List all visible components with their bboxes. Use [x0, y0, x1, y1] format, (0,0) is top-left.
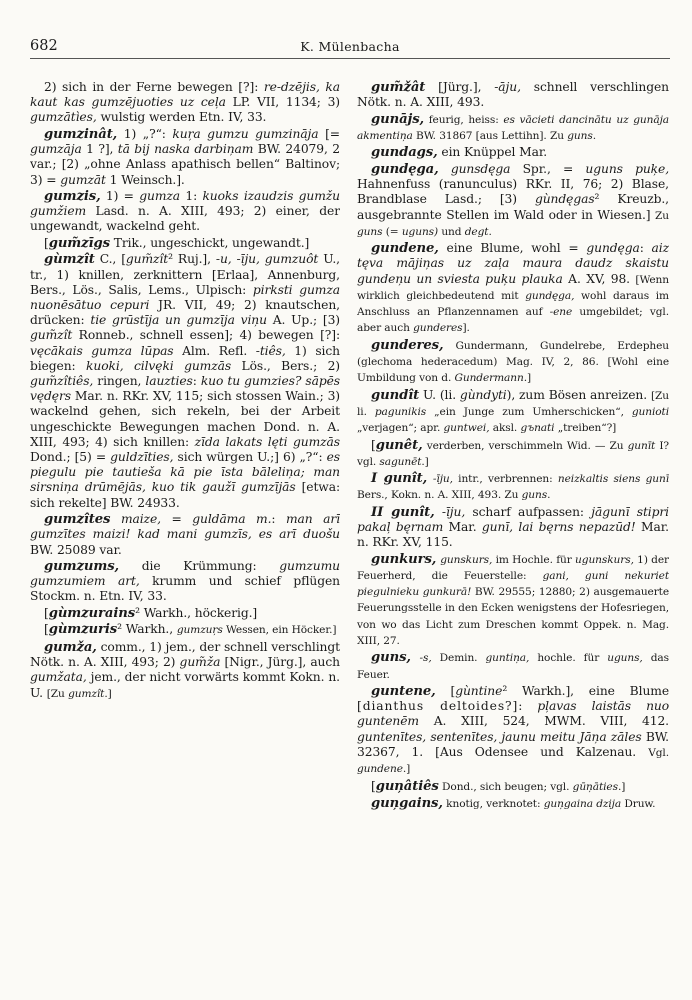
entry-text: schnell verschlingen Nötk. n. A. XIII, 493. [357, 80, 669, 110]
entry-text: gunskurs, [440, 553, 493, 566]
entry-text: [dianthus deltoides?] [357, 699, 519, 714]
entry-text: C., [ [94, 252, 126, 267]
entry-text: [ [44, 605, 49, 620]
entry-text: pļavas laistās nuo guntenēm [357, 699, 669, 729]
entry-text: gumzāt [60, 172, 106, 187]
page-number: 682 [30, 38, 58, 54]
entry-text: -u, -īju, gumzuôt [215, 252, 319, 267]
entry-text: I? vgl. [357, 439, 669, 468]
entry-text: -īju, [441, 504, 466, 519]
entry-text: ² Warkh., höckerig.] [135, 605, 258, 620]
entry-text: Mar. n. RKr. XV, 115. [357, 520, 669, 550]
headword: gùmzuris [48, 622, 118, 638]
entry-text: 1) = [100, 189, 140, 204]
dictionary-entry [357, 650, 669, 682]
entry-text: die Krümmung: [119, 559, 280, 574]
entry-text [435, 505, 442, 519]
entry-text: gum̃ža [179, 655, 221, 670]
entry-text: ² Kreuzb., ausgebrannte Stellen im Wald oder in Wiesen.] [357, 192, 669, 222]
entry-text: aiz tęva mājiņas uz zaļa maura daudz skaistu gundeņu un sviesta puķu plauka [357, 241, 669, 286]
entry-text: BW. 31867 [aus Lettihn]. Zu [412, 129, 568, 142]
entry-text: gundęga, [525, 289, 575, 302]
entry-text: -s, [419, 652, 432, 665]
entry-text: . [592, 129, 596, 142]
entry-text: [ [371, 437, 376, 452]
entry-text: .] [617, 780, 626, 793]
entry-text: jāgunī stipri pakaļ bęrnam [357, 504, 669, 535]
entry-text: .] [402, 763, 411, 776]
entry-text: [etwa: sich rekelte] BW. 24933. [30, 480, 340, 510]
entry-text: Trik., ungeschickt, ungewandt.] [109, 235, 310, 250]
entry-text: Wessen, ein Höcker.] [222, 624, 337, 637]
entry-text: [ [435, 684, 456, 699]
entry-text: ]. [462, 322, 470, 335]
entry-text: gumzātìes, [30, 110, 97, 125]
entry-text: [ [371, 778, 376, 793]
entry-text: „ein Junge zum Umherschicken“, [426, 405, 632, 418]
dictionary-entry [30, 559, 340, 605]
dictionary-entry [30, 80, 340, 126]
entry-text [110, 512, 121, 526]
headword: II gunît, [371, 504, 435, 520]
entry-text: .] [523, 372, 532, 385]
entry-text: 1) sich biegen: [30, 343, 340, 373]
entry-text: U. (li. [419, 387, 460, 402]
entry-text: = [160, 512, 193, 527]
entry-text: gumzît [68, 687, 105, 700]
entry-text: gùndyti [459, 387, 507, 402]
entry-text: Spr., = [510, 161, 586, 176]
dictionary-entry [357, 552, 669, 649]
entry-text: „verjagen“; apr. [357, 422, 444, 435]
entry-text: [Wenn wirklich gleichbedeutend mit [357, 273, 669, 302]
entry-text: gundęga [586, 241, 640, 256]
headword: gumža, [44, 639, 97, 655]
entry-text: Lasd. n. A. XIII, 493; 2) einer, der ungewandt, wackelnd geht. [30, 204, 340, 234]
entry-text: Gundermann [454, 372, 524, 385]
entry-text: gunī, lai bęrns nepazūd! [481, 520, 636, 535]
entry-text: guldāma m. [192, 512, 272, 527]
entry-text: Ronneb., schnell essen]; 4) bewegen [?]: [72, 328, 340, 343]
entry-text: : [271, 512, 286, 527]
headword: gunājs, [371, 111, 425, 127]
headword: gumzis, [44, 189, 101, 205]
entry-text: degt [464, 225, 489, 238]
entry-text: guņgaina dzija [543, 798, 622, 811]
dictionary-entry [30, 236, 340, 251]
dictionary-entry [30, 606, 340, 621]
entry-text: uguns) [401, 225, 439, 238]
entry-text: A. XIII, 524, MWM. VIII, 412. [419, 714, 669, 729]
entry-text: uguns, [607, 652, 643, 665]
entry-text: ² Warkh., [117, 622, 177, 637]
dictionary-entry [357, 338, 669, 387]
dictionary-entry [357, 779, 669, 795]
entry-text: lauzties [145, 374, 193, 389]
entry-text: gum̃zît [125, 252, 169, 267]
entry-text: Alm. Refl. [173, 343, 256, 358]
entry-text: guns [567, 129, 593, 142]
entry-text: sagunēt [379, 455, 422, 468]
entry-text: pirksti gumza nuonēsātuo cepuri [30, 282, 340, 313]
headword: I gunît, [371, 471, 428, 487]
entry-text: vęcākais gumza lūpas [30, 343, 174, 358]
entry-text: guntenītes, sentenītes, jaunu meitu Jāņa zāles [357, 729, 642, 744]
dictionary-entry [357, 388, 669, 437]
headword: gundît [371, 387, 420, 403]
entry-text: ein Knüppel Mar. [437, 145, 548, 160]
entry-text: verderben, verschimmeln Wid. — Zu [422, 439, 628, 452]
entry-text: Mar. [443, 520, 482, 535]
entry-text: 2) sich in der Ferne bewegen [?]: [44, 80, 264, 94]
entry-text: gumzuŗs [176, 624, 223, 637]
entry-text: guns [521, 489, 548, 502]
dictionary-entry [30, 512, 340, 558]
dictionary-entry [357, 112, 669, 144]
headword: gunêt, [375, 437, 423, 453]
dictionary-entry [30, 127, 340, 188]
entry-text: (= [382, 225, 402, 238]
entry-text: 1 Weinsch.]. [105, 172, 185, 187]
entry-text: -āju, [494, 80, 521, 94]
right-column [357, 80, 669, 980]
entry-text: gum̃zîtiês, [30, 374, 94, 389]
headword: guņgains, [371, 796, 443, 812]
entry-text: intr., verbrennen: [452, 473, 558, 486]
entry-text: tie grūstīja un gumzīja viņu [90, 313, 267, 328]
entry-text: sich würgen U.;] 6) „?“: [173, 450, 327, 465]
entry-text: . [488, 225, 492, 238]
entry-text: A. Up.; [3) [266, 313, 340, 328]
entry-text: Gundermann, Gundelrebe, Erdepheu (glechoma hederacedum) Mag. IV, 2, 86. [Wohl eine Umbildung von d. [357, 339, 669, 385]
entry-text: kuoks izaudzis gumžu gumžiem [30, 189, 340, 219]
entry-text: pagunikis [374, 405, 427, 418]
headword: guņâtiês [375, 778, 439, 794]
entry-text: comm., 1) jem., der schnell verschlingt Nötk. n. A. XIII, 493; 2) [30, 639, 340, 670]
entry-text: kuo tu gumzies? sāpēs vędęrs [30, 374, 340, 404]
entry-text: .] [421, 455, 429, 468]
entry-text: umgebildet; vgl. aber auch [357, 306, 669, 335]
entry-text: guldzīties, [110, 450, 174, 465]
entry-text: Vgl. [648, 746, 669, 759]
entry-text: [Jürg.], [425, 80, 495, 94]
dictionary-entry [357, 684, 669, 777]
headword: gumzîtes [44, 512, 111, 528]
entry-text: BW. 32367, 1. [Aus Odensee und Kalzenau. [357, 729, 669, 759]
entry-text: ² Ruj.], [168, 252, 216, 267]
entry-text: .] [104, 687, 112, 700]
entry-text: gùntine [455, 684, 503, 699]
entry-text: „treiben“?] [554, 422, 617, 435]
entry-text: zīda lakats lęti gumzās [194, 434, 340, 449]
dictionary-entry [357, 80, 669, 110]
dictionary-entry [357, 438, 669, 470]
entry-text: ringen, [93, 374, 146, 389]
headword: gundęga, [371, 161, 439, 177]
entry-text: Bers., Kokn. n. A. XIII, 493. Zu [357, 489, 522, 502]
entry-text: gunsdęga [450, 161, 511, 176]
entry-text: eine Blume, wohl = [438, 241, 587, 256]
entry-text: knotig, verknotet: [442, 798, 544, 811]
headword: gum̃zīgs [48, 235, 110, 251]
headword: gundags, [371, 145, 438, 161]
entry-text: Mar. n. RKr. XV, 115; sich stossen Wain.; 3) wackelnd gehen, sich rekeln, bei der Arbeit ungeschickte Bewegungen machen Dond. n. A. XIII, 493; 4) sich knillen: [30, 389, 340, 449]
dictionary-entry [357, 471, 669, 503]
headword: gùmzît [44, 252, 95, 268]
entry-text: scharf aufpassen: [465, 504, 592, 519]
entry-text: hochle. für [529, 652, 608, 665]
entry-text: ugunskurs, [575, 553, 634, 566]
dictionary-entry [30, 252, 340, 510]
entry-text: tā bij naska darbiņam [117, 142, 254, 157]
headword: gumzums, [44, 559, 120, 575]
dictionary-entry [30, 640, 340, 702]
entry-text: kuŗa gumzu gumzināja [172, 126, 319, 141]
entry-text: feurig, heiss: [424, 113, 504, 126]
entry-text: -tiês, [255, 343, 286, 358]
entry-text: Demin. [431, 652, 486, 665]
entry-text: : [518, 699, 538, 714]
headword: gum̃žât [371, 80, 426, 95]
entry-text: : [639, 241, 652, 256]
entry-text: es piegulu pie tautieša kā pie īsta bāleliņa; man sirsniņa drūmējās, kuo tik gaužī gumzījās [30, 450, 340, 495]
headword: gùmzurains [48, 605, 136, 621]
entry-text: wulstig werden Etn. IV, 33. [96, 110, 267, 125]
page-header [30, 38, 670, 59]
entry-text: BW. 24079, 2 var.; [2) „ohne Anlass apathisch bellen“ Baltinov; 3) = [30, 142, 340, 187]
entry-text: BW. 25089 var. [30, 542, 122, 557]
entry-text: gъnati [520, 422, 555, 435]
entry-text: Dond., sich beugen; vgl. [438, 780, 573, 793]
entry-text: -ene [549, 306, 573, 319]
entry-text: guns [357, 225, 383, 238]
dictionary-entry [357, 241, 669, 336]
entry-text: [Zu [46, 687, 69, 700]
entry-text: re-dzējis, ka kaut kas gumzējuoties uz ceļa [30, 80, 340, 110]
entry-text: LP. VII, 1134; 3) [225, 95, 340, 110]
entry-text: man arī gumzītes maizi! kad mani gumzīs, es arī duošu [30, 512, 340, 542]
headword: gundene, [371, 241, 439, 257]
entry-text: ), zum Bösen anreizen. [506, 387, 651, 402]
entry-text: [= [318, 126, 340, 141]
entry-text: gumzumu gumzumiem art, [30, 559, 340, 589]
entry-text: guntwei, [443, 422, 490, 435]
entry-text: jem., der nicht vorwärts kommt Kokn. n. U. [30, 670, 340, 700]
entry-text: gunioti [631, 405, 669, 418]
entry-text: [ [44, 235, 49, 250]
entry-text: Lös., Bers.; 2) [231, 358, 340, 373]
dictionary-entry [357, 162, 669, 240]
running-title: K. Mülenbacha [300, 39, 400, 54]
entry-text: JR. VII, 49; 2) knautschen, drücken: [30, 298, 340, 328]
entry-text: uguns puķe, [585, 161, 669, 176]
headword: gunkurs, [371, 551, 437, 567]
entry-text: gūņāties [572, 780, 618, 793]
entry-text: maize, [120, 512, 161, 527]
entry-text: Zu [655, 209, 669, 222]
entry-text: 1: [180, 189, 203, 204]
entry-text: wohl daraus im Anschluss an Pflanzennamen auf [357, 289, 669, 319]
entry-text: gumžata, [30, 670, 87, 685]
dictionary-entry [357, 505, 669, 551]
entry-text: guntiņa, [485, 652, 530, 665]
entry-text: aksl. [489, 422, 521, 435]
entry-text: [ [44, 622, 49, 637]
entry-text: A. XV, 98. [562, 271, 636, 286]
headword: gunderes, [371, 337, 444, 353]
entry-text: ² Warkh.], eine Blume [502, 684, 669, 699]
entry-text: Druw. [621, 798, 656, 811]
dictionary-entry [357, 145, 669, 160]
entry-text: gumza [139, 189, 180, 204]
entry-text: 1) „?“: [117, 126, 173, 141]
entry-text: [Nigr., Jürg.], auch [220, 655, 340, 670]
entry-text: gundene [357, 763, 403, 776]
entry-text: im Hochle. für [492, 553, 576, 566]
entry-text: gunderes [413, 322, 463, 335]
entry-text: 1 ?], [81, 142, 118, 157]
entry-text: gunīt [627, 439, 656, 452]
entry-text: 1) der Feuerherd, die Feuerstelle: [357, 553, 669, 583]
entry-text: BW. 29555; 12880; 2) ausgemauerte Feuerungsstelle in den Ecken wenigstens der Hofesriegen, von wo das Licht zum Dreschen kommt Oppek. n. Mag. XIII, 27. [357, 586, 669, 647]
headword: guns, [371, 650, 411, 666]
entry-text: [Zu li. [357, 389, 669, 418]
entry-text: : [192, 374, 201, 389]
entry-text: . [547, 489, 551, 502]
entry-text: das Feuer. [357, 652, 669, 681]
entry-text: es vācieti dancinātu uz gunāja akmentiņa [357, 113, 669, 142]
entry-text [439, 162, 451, 176]
entry-text [411, 650, 420, 664]
dictionary-entry [357, 796, 669, 812]
entry-text: -īju, [432, 473, 453, 486]
entry-text: kuoki, cilvęki gumzās [86, 358, 232, 373]
left-column [30, 80, 340, 980]
entry-text: Hahnenfuss (ranunculus) RKr. II, 76; 2) Blase, Brandblase Lasd.; [3) [357, 177, 669, 207]
entry-text: und [438, 225, 465, 238]
entry-text: neizkaltis siens gunī [557, 473, 669, 486]
entry-text: krumm und schief pflügen Stockm. n. Etn. IV, 33. [30, 574, 340, 604]
entry-text: U., tr., 1) knillen, zerknittern [Erlaa], Annenburg, Bers., Lös., Salis, Lems., Ulpisch: [30, 252, 340, 297]
entry-text: gumzāja [30, 142, 82, 157]
entry-text: Dond.; [5) = [30, 450, 111, 465]
entry-text: gani, guni nekuriet piegulnieku gunkurā! [357, 570, 669, 599]
dictionary-entry [30, 622, 340, 638]
headword: guntene, [371, 684, 436, 700]
dictionary-entry [30, 189, 340, 235]
entry-text: gùndęgas [534, 192, 595, 207]
headword: gumzinât, [44, 126, 118, 142]
entry-text: gum̃zît [30, 328, 73, 343]
